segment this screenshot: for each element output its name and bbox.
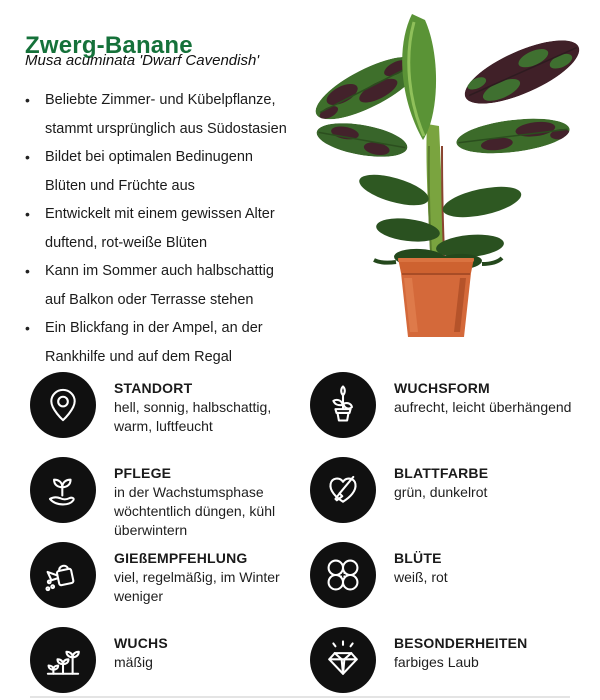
feature-desc: farbiges Laub [394, 654, 479, 670]
bullet-text: Bildet bei optimalen Bedinugenn Blüten und Früchte aus [45, 149, 253, 194]
leaf-paintbrush-icon [310, 457, 376, 523]
feature-blattfarbe [310, 457, 488, 523]
feature-bluete [310, 542, 448, 608]
feature-desc: mäßig [114, 654, 153, 670]
bullet-list [25, 86, 303, 371]
bottom-divider [30, 696, 570, 698]
bullet-dot: • [25, 320, 30, 336]
list-item [25, 86, 303, 143]
feature-title: WUCHS [114, 635, 168, 651]
feature-wuchsform [310, 372, 571, 438]
product-photo-banana-plant [300, 6, 600, 358]
bullet-text: Entwickelt mit einem gewissen Alter duftend, rot-weiße Blüten [45, 206, 275, 251]
feature-giessempfehlung [30, 542, 292, 608]
feature-title: BLATTFARBE [394, 465, 489, 481]
list-item [25, 314, 303, 371]
list-item [25, 257, 303, 314]
list-item [25, 143, 303, 200]
bullet-dot: • [25, 206, 30, 222]
map-pin-icon [30, 372, 96, 438]
list-item [25, 200, 303, 257]
feature-pflege [30, 457, 292, 540]
potted-plant-icon [310, 372, 376, 438]
feature-title: BLÜTE [394, 550, 442, 566]
page-title: Zwerg-Banane [25, 32, 193, 60]
bullet-text: Kann im Sommer auch halbschattig auf Balkon oder Terrasse stehen [45, 263, 274, 308]
feature-title: PFLEGE [114, 465, 172, 481]
botanical-name: Musa acuminata 'Dwarf Cavendish' [25, 52, 260, 69]
feature-besonderheiten [310, 627, 527, 693]
watering-can-icon [30, 542, 96, 608]
bullet-dot: • [25, 149, 30, 165]
feature-standort [30, 372, 292, 438]
feature-title: BESONDERHEITEN [394, 635, 528, 651]
hand-sprout-icon [30, 457, 96, 523]
bullet-dot: • [25, 263, 30, 279]
feature-desc: in der Wachstumsphase wöchtentlich düngen, kühl überwintern [114, 484, 276, 538]
feature-desc: viel, regelmäßig, im Winter weniger [114, 569, 280, 604]
feature-desc: grün, dunkelrot [394, 484, 488, 500]
feature-desc: weiß, rot [394, 569, 448, 585]
feature-title: STANDORT [114, 380, 193, 396]
bullet-dot: • [25, 92, 30, 108]
bullet-text: Beliebte Zimmer- und Kübelpflanze, stammt ursprünglich aus Südostasien [45, 92, 287, 137]
feature-title: WUCHSFORM [394, 380, 490, 396]
feature-grid [30, 372, 590, 694]
bullet-text: Ein Blickfang in der Ampel, an der Rankhilfe und auf dem Regal [45, 320, 263, 365]
feature-wuchs [30, 627, 168, 693]
diamond-icon [310, 627, 376, 693]
flower-icon [310, 542, 376, 608]
feature-desc: hell, sonnig, halbschattig, warm, luftfeucht [114, 399, 272, 434]
feature-desc: aufrecht, leicht überhängend [394, 399, 572, 415]
sprouts-icon [30, 627, 96, 693]
feature-title: GIEßEMPFEHLUNG [114, 550, 248, 566]
